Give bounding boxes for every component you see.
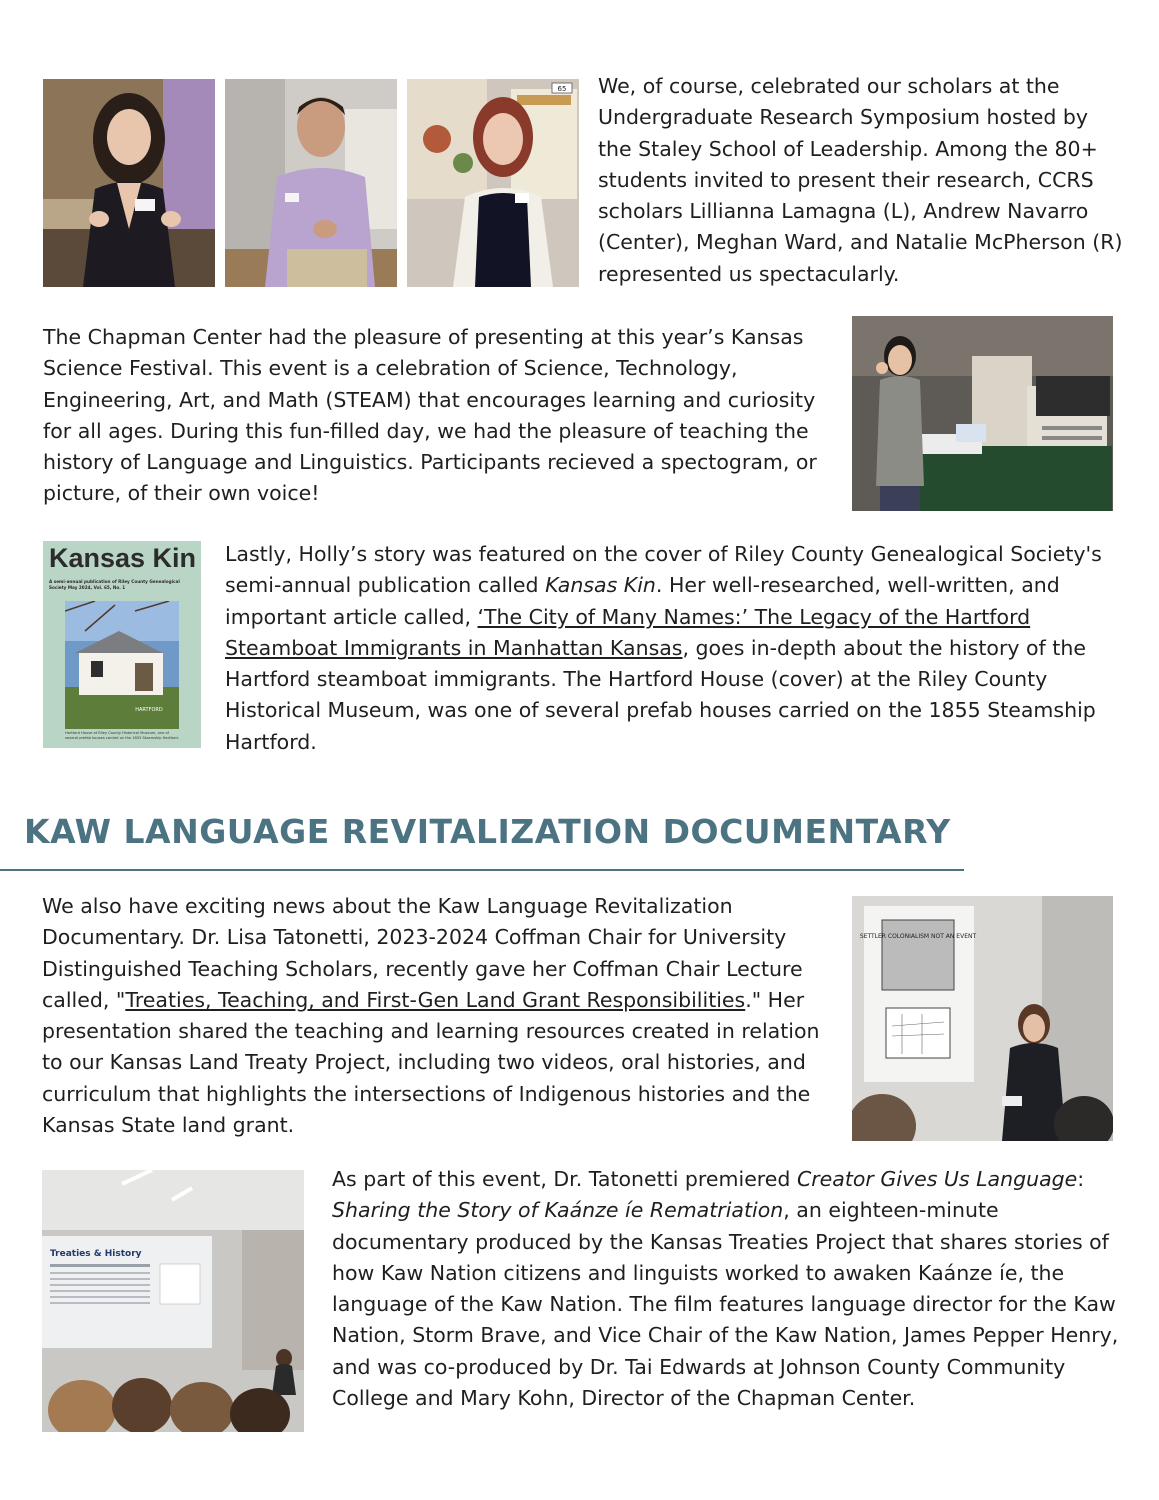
premiere-text-1: As part of this event, Dr. Tatonetti premiered bbox=[332, 1167, 797, 1191]
kansas-kin-text-3: , goes in-depth about the history of the Hartford steamboat immigrants. The Hartford House (cover) at the Riley County Historical Museum, was one of several prefab houses carried on the 1855 Steamship Hartford. bbox=[225, 635, 1096, 754]
slide-title: Treaties & History bbox=[50, 1249, 142, 1259]
photo-meghan-ward bbox=[407, 79, 579, 287]
premiere-paragraph bbox=[332, 1164, 1122, 1414]
cover-title: Kansas Kin bbox=[49, 543, 197, 573]
photo-coffman-lecture bbox=[852, 896, 1113, 1141]
photo-andrew-navarro bbox=[225, 79, 397, 287]
kansas-kin-title-italic: Kansas Kin bbox=[545, 573, 656, 598]
premiere-colon: : bbox=[1077, 1167, 1085, 1191]
documentary-paragraph bbox=[42, 891, 832, 1141]
photo-lillianna-lamagna bbox=[43, 79, 215, 287]
treaties-teaching-link[interactable]: Treaties, Teaching, and First-Gen Land Grant Responsibilities bbox=[125, 987, 746, 1012]
photo-documentary-premiere bbox=[42, 1170, 304, 1432]
science-festival-paragraph: The Chapman Center had the pleasure of presenting at this year’s Kansas Science Festival. This event is a celebration of Science, Technology, Engineering, Art, and Math (STEAM) that encourages learning and curiosity for all ages. During this fun-filled day, we had the pleasure of teaching the history of Language and Linguistics. Participants recieved a spectogram, or picture, of their own voice! bbox=[43, 325, 817, 506]
premiere-title-italic-1: Creator Gives Us Language bbox=[796, 1167, 1078, 1191]
svg-text:HARTFORD: HARTFORD bbox=[135, 707, 163, 713]
section-divider bbox=[0, 869, 964, 871]
kansas-kin-paragraph bbox=[225, 539, 1115, 758]
premiere-text-2: , an eighteen-minute documentary produced by the Kansas Treaties Project that shares stories of how Kaw Nation citizens and linguists worked to awaken Kaánze íe, the language of the Kaw Nation. The film features language director for the Kaw Nation, Storm Brave, and Vice Chair of the Kaw Nation, James Pepper Henry, and was co-produced by Dr. Tai Edwards at Johnson County Community College and Mary Kohn, Director of the Chapman Center. bbox=[332, 1198, 1119, 1411]
symposium-paragraph: We, of course, celebrated our scholars at the Undergraduate Research Symposium hosted by the Staley School of Leadership. Among the 80+ students invited to present their research, CCRS scholars Lillianna Lamagna (L), Andrew Navarro (Center), Meghan Ward, and Natalie McPherson (R) represented us spectacularly. bbox=[598, 74, 1123, 286]
slide-sign-text: SETTLER COLONIALISM NOT AN EVENT bbox=[859, 933, 977, 940]
cover-subtitle: A semi-annual publication of Riley County Genealogical Society May 2024, Vol. 65, No. 1 bbox=[49, 579, 180, 590]
city-of-many-names-link[interactable]: ‘The City of Many Names:’ The Legacy of the Hartford Steamboat Immigrants in Manhattan Kansas bbox=[225, 604, 1031, 660]
kansas-kin-cover bbox=[43, 541, 201, 748]
hartford-house-photo bbox=[65, 601, 179, 729]
kansas-kin-text-1: Lastly, Holly’s story was featured on the cover of Riley County Genealogical Society's semi-annual publication called bbox=[225, 542, 1102, 598]
photo-science-festival-booth bbox=[852, 316, 1113, 511]
poster-number: 65 bbox=[557, 85, 567, 93]
premiere-title-italic-2: Sharing the Story of Kaánze íe Rematriation bbox=[332, 1198, 784, 1223]
kansas-kin-text-2: . Her well-researched, well-written, and important article called, bbox=[225, 573, 1060, 629]
section-heading: KAW LANGUAGE REVITALIZATION DOCUMENTARY bbox=[24, 812, 951, 851]
documentary-text-2: ." Her presentation shared the teaching and learning resources created in relation to our Kansas Land Treaty Project, including two videos, oral histories, and curriculum that highlights the intersections of Indigenous histories and the Kansas State land grant. bbox=[42, 987, 820, 1138]
documentary-text-1: We also have exciting news about the Kaw Language Revitalization Documentary. Dr. Lisa Tatonetti, 2023-2024 Coffman Chair for University Distinguished Teaching Scholars, recently gave her Coffman Chair Lecture called, " bbox=[42, 894, 803, 1012]
cover-caption: Hartford House at Riley County Historical Museum, one of several prefab houses carried on the 1855 Steamship Hartford. bbox=[65, 731, 179, 740]
